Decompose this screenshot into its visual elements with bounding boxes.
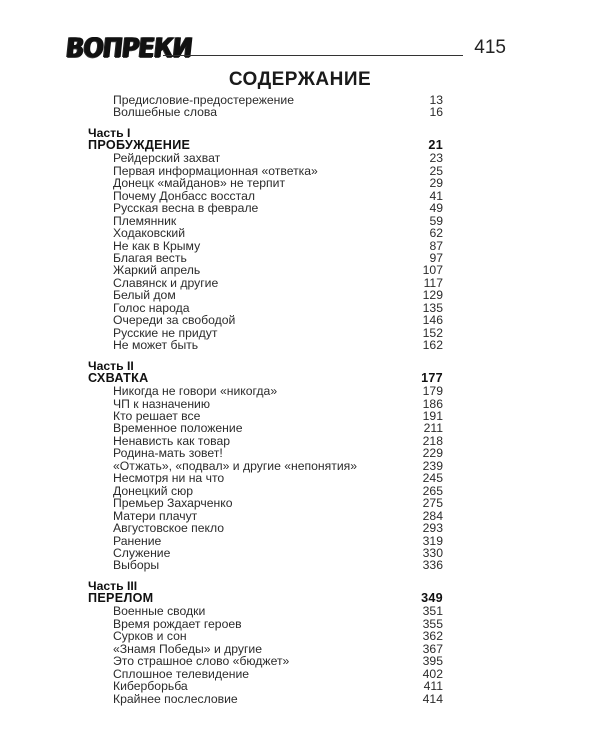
toc-entry-page: 29: [429, 176, 443, 191]
toc-entry-title: Матери плачут: [113, 508, 198, 523]
book-logo: ВОПРЕКИ: [64, 32, 194, 64]
section-heading-page: 349: [421, 591, 443, 606]
toc-entry-title: ЧП к назначению: [113, 396, 210, 411]
toc-entry-title: Несмотря ни на что: [113, 471, 225, 486]
toc-entry-title: Почему Донбасс восстал: [113, 188, 255, 203]
section-heading-title: ПРОБУЖДЕНИЕ: [88, 138, 191, 153]
toc-entry: [113, 339, 443, 352]
toc-entry-title: Выборы: [113, 558, 160, 573]
toc-entry-title: Первая информационная «ответка»: [113, 163, 318, 178]
toc-entry-title: Рейдерский захват: [113, 151, 221, 166]
toc-entry-page: 87: [429, 238, 443, 253]
section-heading-title: СХВАТКА: [88, 371, 149, 386]
toc-entry-page: 135: [422, 300, 443, 315]
toc-entry-page: 211: [423, 421, 443, 436]
toc-entry-page: 330: [422, 545, 443, 560]
toc-entry-title: Голос народа: [113, 300, 190, 315]
toc-entry-title: Не может быть: [113, 338, 199, 353]
toc-entry-title: Предисловие-предостережение: [113, 93, 294, 107]
toc-entry-title: Волшебные слова: [113, 105, 218, 120]
part-label-title: Часть III: [88, 578, 138, 593]
toc-entry-page: 146: [422, 313, 443, 328]
toc-entry-page: 319: [422, 533, 443, 548]
toc-entry-page: 107: [422, 263, 443, 278]
toc-entry-page: 186: [422, 396, 443, 411]
toc-entry-page: 25: [429, 163, 443, 178]
toc-entry-title: Племянник: [113, 213, 177, 228]
page-header: [66, 34, 506, 64]
toc-entry-title: Сурков и сон: [113, 629, 187, 644]
toc-entry-page: 229: [422, 446, 443, 461]
section-heading-page: 21: [428, 138, 443, 153]
toc-entry-page: 402: [422, 666, 443, 681]
toc-entry-title: Премьер Захарченко: [113, 496, 233, 511]
toc-entry-page: 367: [422, 641, 443, 656]
toc-entry-title: Славянск и другие: [113, 275, 219, 290]
toc-entry-page: 97: [429, 251, 443, 265]
toc-entry: [113, 522, 443, 535]
toc-entry-page: 16: [429, 105, 443, 120]
toc-entry-title: Киберборьба: [113, 679, 188, 694]
toc-entry-title: Военные сводки: [113, 604, 206, 619]
toc-entry-title: Родина-мать зовет!: [113, 446, 223, 461]
toc-entry: [113, 693, 443, 706]
toc-entry-title: Служение: [113, 545, 171, 560]
toc-entry-title: «Отжать», «подвал» и другие «непонятия»: [113, 458, 357, 473]
toc-entry-title: Белый дом: [113, 288, 176, 303]
toc-entry: [113, 547, 443, 560]
toc-entry-title: Сплошное телевидение: [113, 666, 250, 681]
toc-entry-page: 284: [422, 508, 443, 523]
toc-entry-page: 411: [423, 679, 443, 694]
toc-entry-title: Августовское пекло: [113, 521, 225, 536]
toc-entry-title: Очереди за свободой: [113, 313, 236, 328]
toc-entry-page: 293: [422, 521, 443, 536]
toc-entry-page: 362: [422, 629, 443, 644]
toc-entry-title: Ранение: [113, 533, 162, 548]
toc-entry-page: 13: [429, 93, 443, 107]
toc-entry-page: 275: [422, 496, 443, 511]
toc-entry-title: Время рождает героев: [113, 616, 242, 631]
toc-entry-page: 23: [429, 151, 443, 166]
toc-entry-page: 62: [429, 226, 443, 241]
toc-entry-title: Жаркий апрель: [113, 263, 201, 278]
toc-entry-page: 239: [422, 458, 443, 473]
toc-entry-page: 117: [423, 275, 443, 290]
toc-entry-title: Ненависть как товар: [113, 433, 230, 448]
page-title: СОДЕРЖАНИЕ: [228, 69, 372, 90]
toc-entry-title: Русская весна в феврале: [113, 201, 259, 216]
toc-entry: [113, 106, 443, 119]
toc-entry-title: Временное положение: [113, 421, 243, 436]
toc-entry-page: 351: [422, 604, 443, 619]
toc-entry-page: 245: [422, 471, 443, 486]
toc-entry-page: 395: [422, 654, 443, 669]
header-rule: [163, 55, 463, 56]
toc-entry-page: 179: [422, 384, 443, 399]
toc-entry-title: Ходаковский: [113, 226, 186, 241]
toc-entry-title: Не как в Крыму: [113, 238, 201, 253]
toc-entry-page: 265: [422, 483, 443, 498]
toc-entry-title: Никогда не говори «никогда»: [113, 384, 278, 399]
toc-entry-page: 355: [422, 616, 443, 631]
toc-entry-title: Донецкий сюр: [113, 483, 194, 498]
toc-entry-title: «Знамя Победы» и другие: [113, 641, 263, 656]
section-heading-page: 177: [421, 371, 443, 386]
page-number: 415: [474, 37, 506, 58]
toc-entry-title: Донецк «майданов» не терпит: [113, 176, 286, 191]
toc-entry-page: 414: [422, 691, 443, 706]
toc-entry-title: Это страшное слово «бюджет»: [113, 654, 290, 669]
toc-entry-page: 162: [422, 338, 443, 353]
toc-entry-page: 129: [422, 288, 443, 303]
toc-entry: [113, 559, 443, 572]
toc-entry-title: Благая весть: [113, 251, 187, 265]
part-label-title: Часть I: [88, 125, 131, 140]
part-label-title: Часть II: [88, 358, 134, 373]
toc-entry-title: Крайнее послесловие: [113, 691, 238, 706]
toc-entry-page: 191: [422, 409, 443, 423]
toc-entry-page: 49: [429, 201, 443, 216]
toc-entry-page: 59: [429, 213, 443, 228]
toc-entry-page: 336: [422, 558, 443, 573]
toc-entry-title: Кто решает все: [113, 409, 201, 423]
toc-entry-page: 152: [422, 325, 443, 340]
toc-entry-page: 41: [429, 188, 443, 203]
toc-entry-page: 218: [422, 433, 443, 448]
section-heading-title: ПЕРЕЛОМ: [88, 591, 154, 606]
toc-entry-title: Русские не придут: [113, 325, 218, 340]
